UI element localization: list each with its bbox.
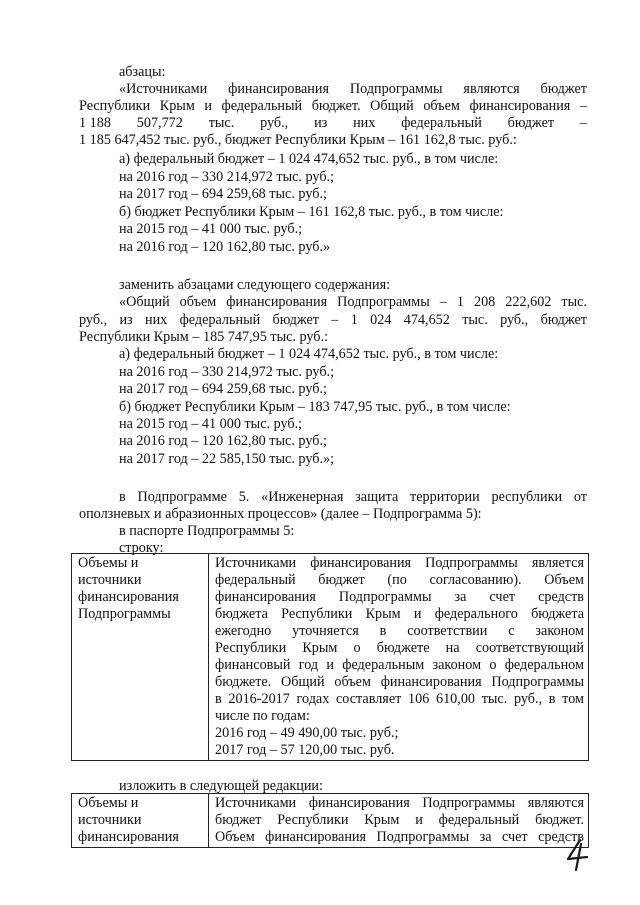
new-list-item: на 2017 год – 694 259,68 тыс. руб.;	[119, 381, 327, 397]
old-text-line-1: «Источниками финансирования Подпрограммы являются бюджет	[119, 81, 587, 97]
word: них	[353, 115, 376, 131]
passport-line: в паспорте Подпрограммы 5:	[119, 523, 295, 539]
text-line: в 2016-2017 годах составляет 106 610,00 тыс. руб., в том	[215, 691, 584, 707]
text-line: ежегодно уточняется в соответствии с законом	[215, 623, 584, 639]
text-line: федеральный бюджет (по согласованию). Объем	[215, 572, 584, 588]
new-text-line-2: руб., из них федеральный бюджет – 1 024 474,652 тыс. руб., бюджет	[79, 312, 587, 328]
table-cell-text	[209, 794, 589, 848]
text-line: числе по годам:	[215, 708, 310, 724]
text-line: Источниками финансирования Подпрограммы являются	[215, 795, 584, 811]
old-list-item: на 2015 год – 41 000 тыс. руб.;	[119, 221, 303, 237]
new-edition-heading: изложить в следующей редакции:	[119, 778, 323, 794]
new-text-line-3: Республики Крым – 185 747,95 тыс. руб.:	[79, 329, 329, 345]
paragraph-heading-abzacy: абзацы:	[119, 64, 166, 80]
old-text-line-2: Республики Крым и федеральный бюджет. Общий объем финансирования –	[79, 98, 587, 114]
new-text-line-1: «Общий объем финансирования Подпрограммы – 1 208 222,602 тыс.	[119, 294, 587, 310]
new-list-item: а) федеральный бюджет – 1 024 474,652 тыс. руб., в том числе:	[119, 346, 499, 362]
table-row	[72, 554, 589, 761]
label-line: Объемы и	[78, 555, 139, 571]
old-list-item: б) бюджет Республики Крым – 161 162,8 тыс. руб., в том числе:	[119, 204, 504, 220]
table-cell-text	[209, 554, 589, 761]
label-line: Объемы и	[78, 795, 139, 811]
word: из	[314, 115, 328, 131]
funding-table-new	[71, 793, 589, 848]
label-line: источники	[78, 572, 142, 588]
old-list-item: а) федеральный бюджет – 1 024 474,652 тыс. руб., в том числе:	[119, 151, 499, 167]
text-line: бюджете. Общий объем финансирования Подпрограммы	[215, 674, 584, 690]
label-line: Подпрограммы	[78, 606, 171, 622]
row-label-stroku: строку:	[119, 540, 164, 556]
text-line: 2016 год – 49 490,00 тыс. руб.;	[215, 725, 399, 741]
text-line: Источниками финансирования Подпрограммы является	[215, 555, 584, 571]
replace-heading: заменить абзацами следующего содержания:	[119, 277, 391, 293]
label-line: источники	[78, 812, 142, 828]
table-cell-label	[72, 554, 209, 761]
subprogram-5-line-1: в Подпрограмме 5. «Инженерная защита территории республики от	[119, 489, 587, 505]
old-list-item: на 2016 год – 330 214,972 тыс. руб.;	[119, 169, 335, 185]
old-text-line-3	[79, 115, 587, 132]
label-line: финансирования	[78, 829, 179, 845]
word: бюджет	[507, 115, 555, 131]
funding-table-old	[71, 553, 589, 761]
new-list-item: б) бюджет Республики Крым – 183 747,95 тыс. руб., в том числе:	[119, 399, 511, 415]
word: федеральный	[401, 115, 482, 131]
subprogram-5-line-2: оползневых и абразионных процессов» (далее – Подпрограмма 5):	[79, 506, 482, 522]
word: руб.,	[260, 115, 289, 131]
new-list-item: на 2017 год – 22 585,150 тыс. руб.»;	[119, 451, 335, 467]
new-list-item: на 2015 год – 41 000 тыс. руб.;	[119, 416, 303, 432]
word: –	[579, 115, 587, 131]
word: 507,772	[136, 115, 183, 131]
text-line: 2017 год – 57 120,00 тыс. руб.	[215, 742, 395, 758]
handwritten-page-number	[563, 838, 591, 872]
text-line: Объем финансирования Подпрограммы за счет средств	[215, 829, 584, 845]
old-list-item: на 2016 год – 120 162,80 тыс. руб.»	[119, 239, 331, 255]
text-line: Республики Крым о бюджете на соответствующий	[215, 640, 584, 656]
table-row	[72, 794, 589, 848]
new-list-item: на 2016 год – 330 214,972 тыс. руб.;	[119, 364, 335, 380]
text-line: бюджета Республики Крым и федерального бюджета	[215, 606, 584, 622]
text-line: финансовый год и федеральным законом о федеральном	[215, 657, 584, 673]
old-list-item: на 2017 год – 694 259,68 тыс. руб.;	[119, 186, 327, 202]
word: 1 188	[79, 115, 111, 131]
old-text-line-4: 1 185 647,452 тыс. руб., бюджет Республики Крым – 161 162,8 тыс. руб.:	[79, 132, 517, 148]
text-line: финансирования Подпрограммы за счет средств	[215, 589, 584, 605]
label-line: финансирования	[78, 589, 179, 605]
word: тыс.	[208, 115, 235, 131]
table-cell-label	[72, 794, 209, 848]
new-list-item: на 2016 год – 120 162,80 тыс. руб.;	[119, 433, 327, 449]
text-line: бюджет Республики Крым и федеральный бюджет.	[215, 812, 584, 828]
